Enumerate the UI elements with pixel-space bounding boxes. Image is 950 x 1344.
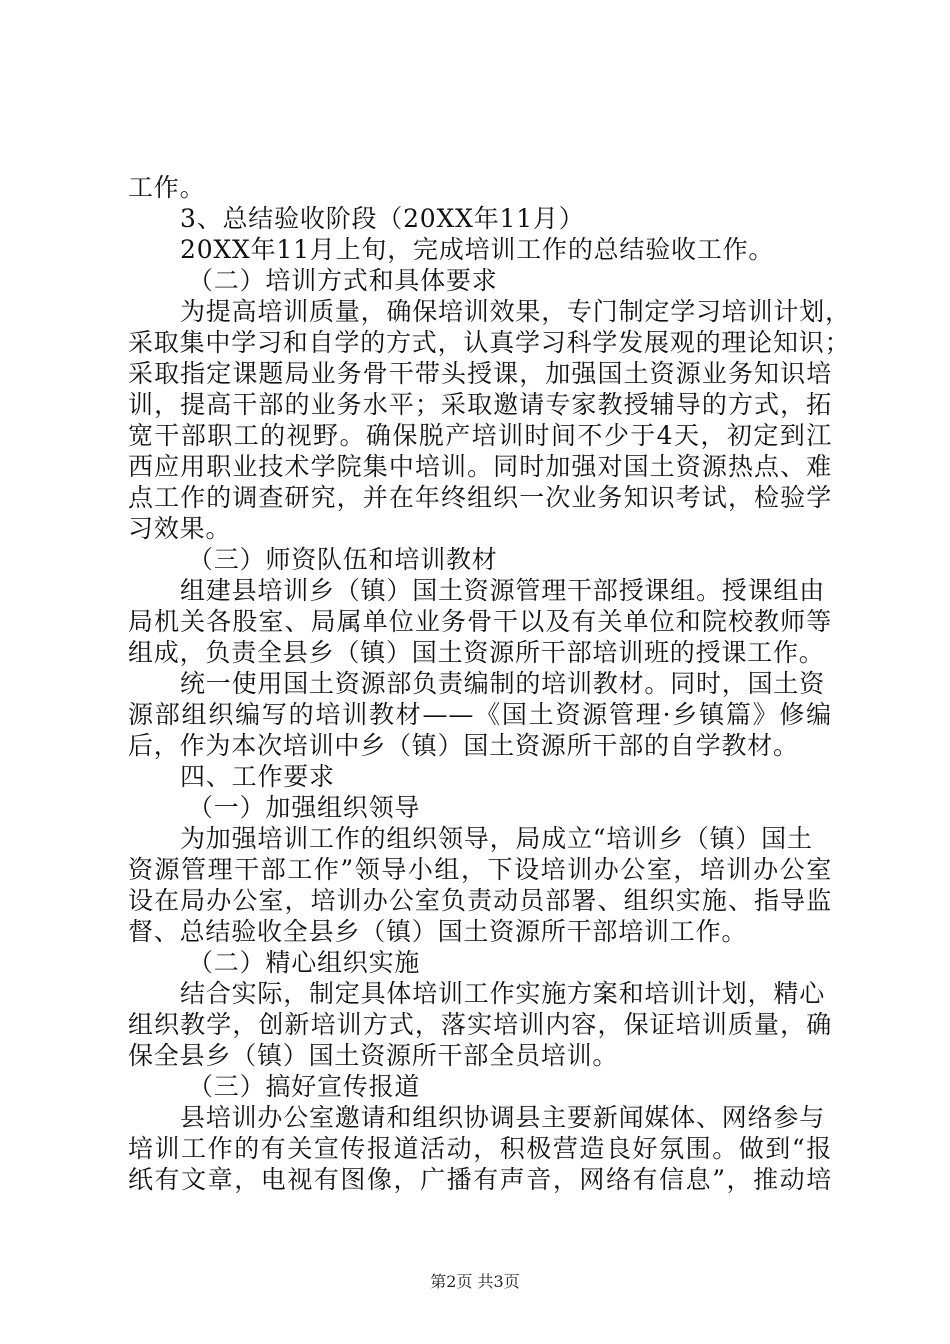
text-line: 培训工作的有关宣传报道活动，积极营造良好氛围。做到“报 [128, 1134, 832, 1163]
text-line: 督、总结验收全县乡（镇）国土资源所干部培训工作。 [128, 917, 748, 946]
text-line: 20XX年11月上旬，完成培训工作的总结验收工作。 [180, 235, 775, 264]
text-line: 习效果。 [128, 514, 232, 543]
text-line: 保全县乡（镇）国土资源所干部全员培训。 [128, 1041, 619, 1070]
text-line: （三）师资队伍和培训教材 [188, 545, 498, 574]
text-line: 组成，负责全县乡（镇）国土资源所干部培训班的授课工作。 [128, 638, 825, 667]
text-line: 四、工作要求 [180, 762, 335, 791]
text-line: 源部组织编写的培训教材——《国土资源管理·乡镇篇》修编 [128, 700, 832, 729]
text-line: 3、总结验收阶段（20XX年11月） [180, 204, 585, 233]
text-line: （一）加强组织领导 [188, 793, 421, 822]
text-line: 宽干部职工的视野。确保脱产培训时间不少于4天，初定到江 [128, 421, 832, 450]
text-line: 采取集中学习和自学的方式，认真学习科学发展观的理论知识； [128, 328, 851, 357]
text-line: （二）培训方式和具体要求 [188, 266, 498, 295]
text-line: 后，作为本次培训中乡（镇）国土资源所干部的自学教材。 [128, 731, 799, 760]
text-line: 为加强培训工作的组织领导，局成立“培训乡（镇）国土 [180, 824, 813, 853]
text-line: 训，提高干部的业务水平；采取邀请专家教授辅导的方式，拓 [128, 390, 832, 419]
text-line: 局机关各股室、局属单位业务骨干以及有关单位和院校教师等 [128, 607, 832, 636]
text-line: 工作。 [128, 173, 206, 202]
text-line: 采取指定课题局业务骨干带头授课，加强国土资源业务知识培 [128, 359, 832, 388]
text-line: 点工作的调查研究，并在年终组织一次业务知识考试，检验学 [128, 483, 832, 512]
page-number-footer: 第2页 共3页 [430, 1272, 520, 1291]
text-line: 组建县培训乡（镇）国土资源管理干部授课组。授课组由 [180, 576, 826, 605]
text-line: 组织教学，创新培训方式，落实培训内容，保证培训质量，确 [128, 1010, 832, 1039]
text-line: 纸有文章，电视有图像，广播有声音，网络有信息”，推动培 [128, 1165, 832, 1194]
text-line: 结合实际，制定具体培训工作实施方案和培训计划，精心 [180, 979, 826, 1008]
text-line: 统一使用国土资源部负责编制的培训教材。同时，国土资 [180, 669, 826, 698]
text-line: 为提高培训质量，确保培训效果，专门制定学习培训计划， [180, 297, 851, 326]
text-line: （三）搞好宣传报道 [188, 1072, 421, 1101]
text-line: 设在局办公室，培训办公室负责动员部署、组织实施、指导监 [128, 886, 832, 915]
text-line: 西应用职业技术学院集中培训。同时加强对国土资源热点、难 [128, 452, 832, 481]
text-line: （二）精心组织实施 [188, 948, 421, 977]
document-body [128, 172, 851, 1195]
text-line: 资源管理干部工作”领导小组，下设培训办公室，培训办公室 [128, 855, 832, 884]
text-line: 县培训办公室邀请和组织协调县主要新闻媒体、网络参与 [180, 1103, 826, 1132]
